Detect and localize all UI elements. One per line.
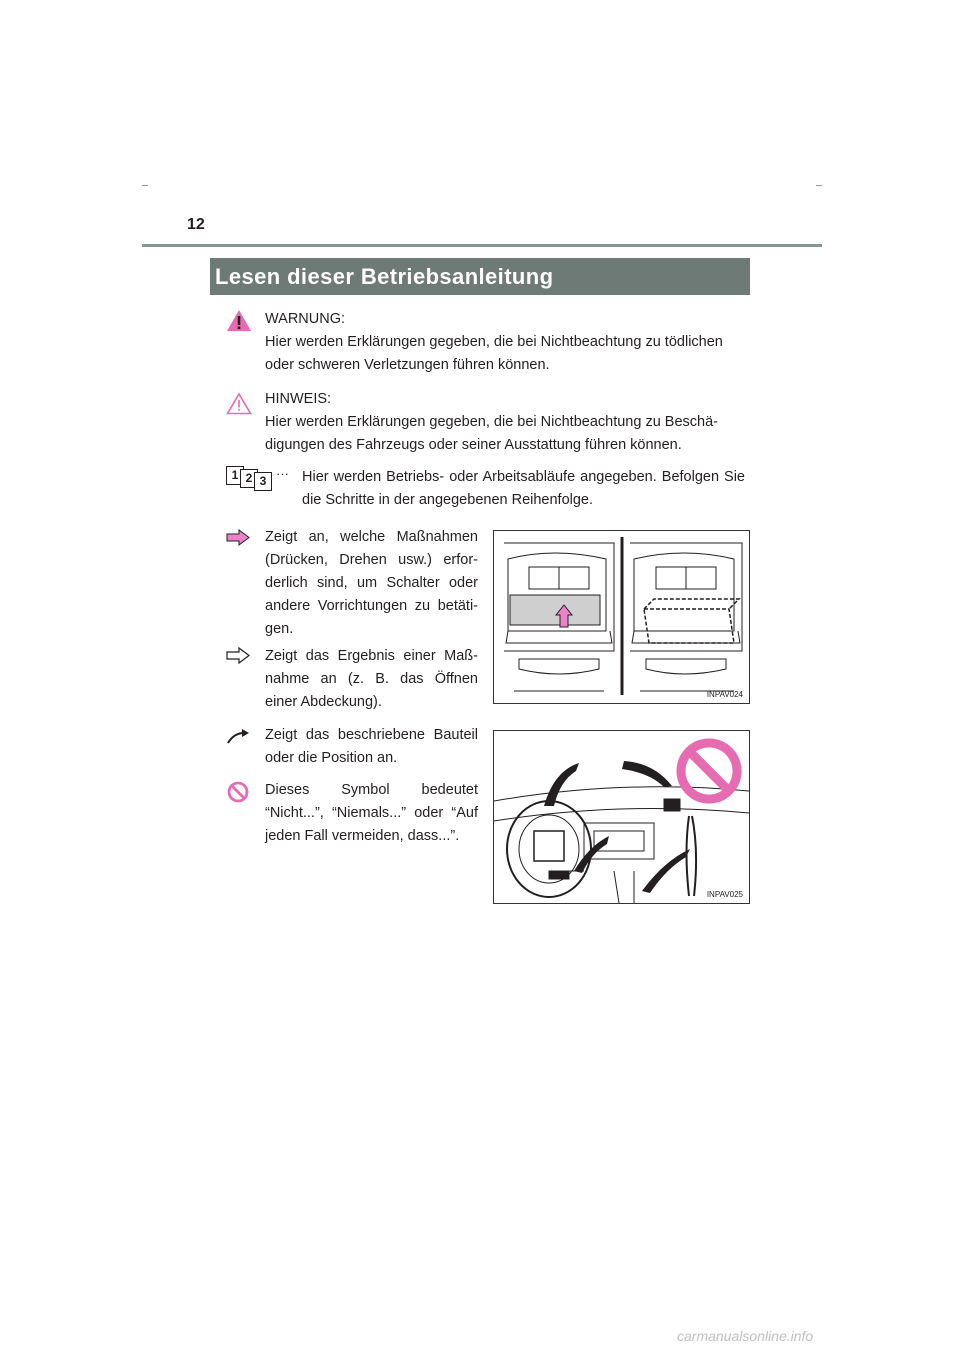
result-arrow-icon	[226, 647, 250, 664]
prohibition-text: Dieses Symbol bedeutet “Nicht...”, “Niemals...” oder “Auf jeden Fall vermeiden, dass...”.	[265, 782, 478, 844]
notice-triangle-icon	[226, 392, 252, 415]
step-badge-3: 3	[254, 472, 272, 491]
action-arrow-icon	[226, 529, 250, 546]
crop-mark-left	[142, 185, 148, 186]
warning-triangle-icon	[226, 309, 252, 332]
dashboard-illustration	[494, 731, 749, 903]
overhead-console-illustration	[494, 531, 749, 703]
component-text: Zeigt das beschriebene Bauteil oder die Position an.	[265, 727, 478, 766]
steps-text: Hier werden Betriebs- oder Arbeitsabläufe angegeben. Befolgen Sie die Schritte in der angegebenen Reihenfolge.	[302, 469, 745, 508]
step-badge-2: 2	[240, 469, 258, 488]
figure-code-1: INPAV024	[706, 690, 743, 699]
page-number: 12	[187, 216, 205, 233]
figure-code-2: INPAV025	[706, 890, 743, 899]
section-title: Lesen dieser Betriebsanleitung	[210, 258, 750, 295]
step-badges	[226, 466, 296, 490]
component-pointer-icon	[226, 729, 250, 745]
notice-block	[265, 388, 745, 457]
footer-watermark: carmanualsonline.info	[677, 1328, 814, 1344]
figure-overhead-console	[493, 530, 750, 704]
warning-block	[265, 308, 745, 377]
figure-dashboard	[493, 730, 750, 904]
notice-heading: HINWEIS:	[265, 391, 332, 407]
crop-mark-right	[816, 185, 822, 186]
prohibition-icon	[227, 781, 249, 803]
warning-text: Hier werden Erklärungen gegeben, die bei Nichtbeachtung zu tödlichen oder schweren Verletzungen führen können.	[265, 334, 723, 373]
step-badge-1: 1	[226, 466, 244, 485]
header-rule	[142, 244, 822, 247]
action-text: Zeigt an, welche Maßnahmen (Drücken, Drehen usw.) erfor-derlich sind, um Schalter oder andere Vorrichtungen zu betäti-gen.	[265, 529, 478, 637]
result-text: Zeigt das Ergebnis einer Maß-nahme an (z. B. das Öffnen einer Abdeckung).	[265, 648, 478, 710]
notice-text: Hier werden Erklärungen gegeben, die bei Nichtbeachtung zu Beschä-digungen des Fahrzeugs oder seiner Ausstattung führen können.	[265, 414, 719, 453]
warning-heading: WARNUNG:	[265, 311, 346, 327]
step-ellipsis: ···	[276, 466, 289, 481]
